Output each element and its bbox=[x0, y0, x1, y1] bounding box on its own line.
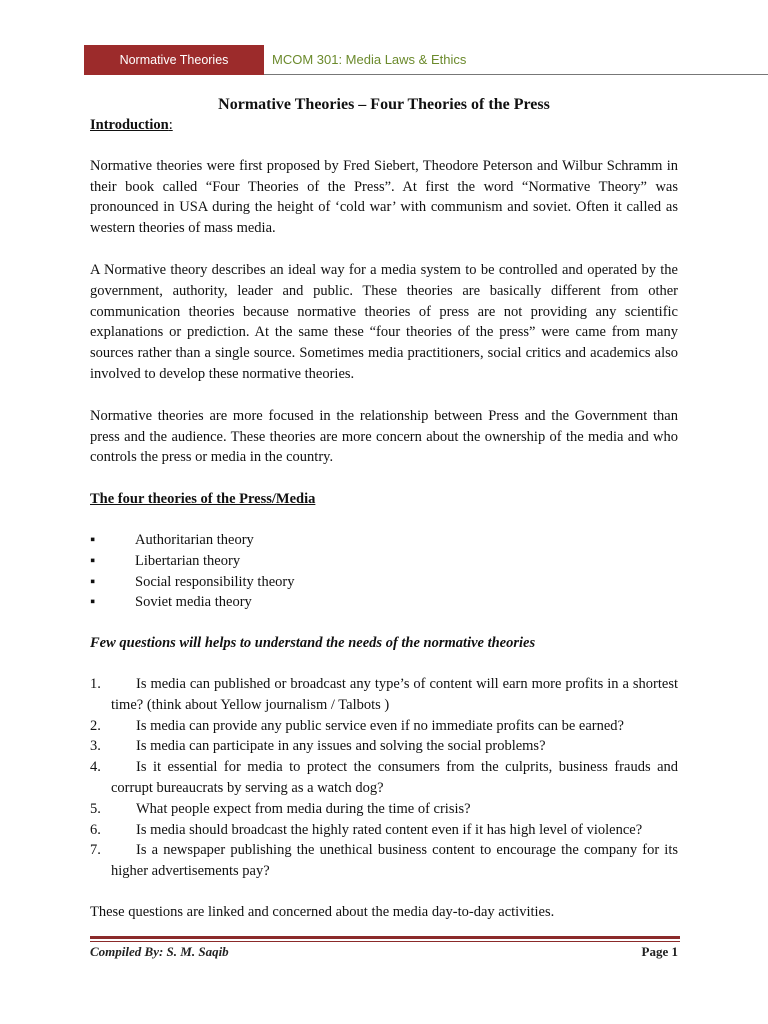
question-number: 7. bbox=[90, 842, 101, 859]
footer-divider-thick bbox=[90, 936, 680, 939]
list-item bbox=[90, 757, 678, 799]
question-text: Is media can provide any public service even if no immediate profits can be earned? bbox=[136, 717, 624, 734]
list-item bbox=[90, 840, 678, 882]
theory-text: Soviet media theory bbox=[135, 594, 252, 611]
list-item bbox=[90, 716, 678, 737]
closing-paragraph: These questions are linked and concerned about the media day-to-day activities. bbox=[90, 903, 555, 920]
theory-text: Authoritarian theory bbox=[135, 531, 254, 548]
footer-page-number: Page 1 bbox=[641, 944, 678, 959]
question-text: Is a newspaper publishing the unethical business content to encourage the company for its higher advertisements pay? bbox=[111, 842, 678, 880]
footer-compiled-by: Compiled By: S. M. Saqib bbox=[90, 944, 229, 959]
header-course-label: MCOM 301: Media Laws & Ethics bbox=[272, 52, 467, 67]
list-item bbox=[90, 551, 678, 572]
list-item bbox=[90, 820, 678, 841]
document-body bbox=[90, 95, 678, 923]
question-text: Is media should broadcast the highly rated content even if it has high level of violence? bbox=[136, 821, 643, 838]
intro-heading-colon: : bbox=[168, 117, 173, 133]
intro-heading bbox=[90, 115, 678, 136]
questions-list bbox=[90, 674, 678, 882]
question-text: Is media can published or broadcast any type’s of content will earn more profits in a shortest time? (think about Yellow journalism / Talbots ) bbox=[111, 675, 678, 713]
question-number: 2. bbox=[90, 717, 101, 734]
paragraph-2: A Normative theory describes an ideal way for a media system to be controlled and operated by the government, authority, leader and public. These theories are basically different from other communication theories because normative theories of press are not providing any scientific explanations or prediction. At the same these “four theories of the press” were came from many sources rather than a single source. Sometimes media practitioners, social critics and academics also involved to develop these normative theories. bbox=[90, 261, 678, 382]
questions-heading: Few questions will helps to understand the needs of the normative theories bbox=[90, 635, 536, 652]
question-number: 5. bbox=[90, 800, 101, 817]
bullet-icon: ▪ bbox=[90, 552, 96, 569]
bullet-icon: ▪ bbox=[90, 594, 96, 611]
paragraph-3: Normative theories are more focused in the relationship between Press and the Government than press and the audience. These theories are more concern about the ownership of the media and who controls the press or media in the country. bbox=[90, 407, 678, 466]
question-text: Is media can participate in any issues and solving the social problems? bbox=[136, 738, 546, 755]
list-item bbox=[90, 530, 678, 551]
paragraph-1: Normative theories were first proposed by Fred Siebert, Theodore Peterson and Wilbur Schramm in their book called “Four Theories of the Press”. At first the word “Normative Theory” was pronounced in USA during the height of ‘cold war’ with communism and soviet. Often it called as western theories of mass media. bbox=[90, 157, 678, 237]
theory-text: Libertarian theory bbox=[135, 552, 241, 569]
question-text: What people expect from media during the time of crisis? bbox=[136, 800, 471, 817]
list-item bbox=[90, 674, 678, 716]
question-number: 3. bbox=[90, 738, 101, 755]
header-section-label: Normative Theories bbox=[84, 45, 264, 75]
bullet-icon: ▪ bbox=[90, 573, 96, 590]
theories-list bbox=[90, 530, 678, 613]
theory-text: Social responsibility theory bbox=[135, 573, 295, 590]
list-item bbox=[90, 592, 678, 613]
page-title: Normative Theories – Four Theories of the Press bbox=[218, 96, 550, 113]
question-number: 6. bbox=[90, 821, 101, 838]
intro-heading-text: Introduction bbox=[90, 117, 169, 133]
header-divider bbox=[264, 74, 768, 75]
bullet-icon: ▪ bbox=[90, 531, 96, 548]
page-header bbox=[84, 45, 684, 75]
list-item bbox=[90, 799, 678, 820]
footer-divider-thin bbox=[90, 941, 680, 942]
list-item bbox=[90, 572, 678, 593]
theories-heading: The four theories of the Press/Media bbox=[90, 491, 316, 508]
list-item bbox=[90, 736, 678, 757]
question-number: 4. bbox=[90, 759, 101, 776]
question-number: 1. bbox=[90, 675, 101, 692]
question-text: Is it essential for media to protect the consumers from the culprits, business frauds and corrupt bureaucrats by serving as a watch dog? bbox=[111, 759, 678, 796]
